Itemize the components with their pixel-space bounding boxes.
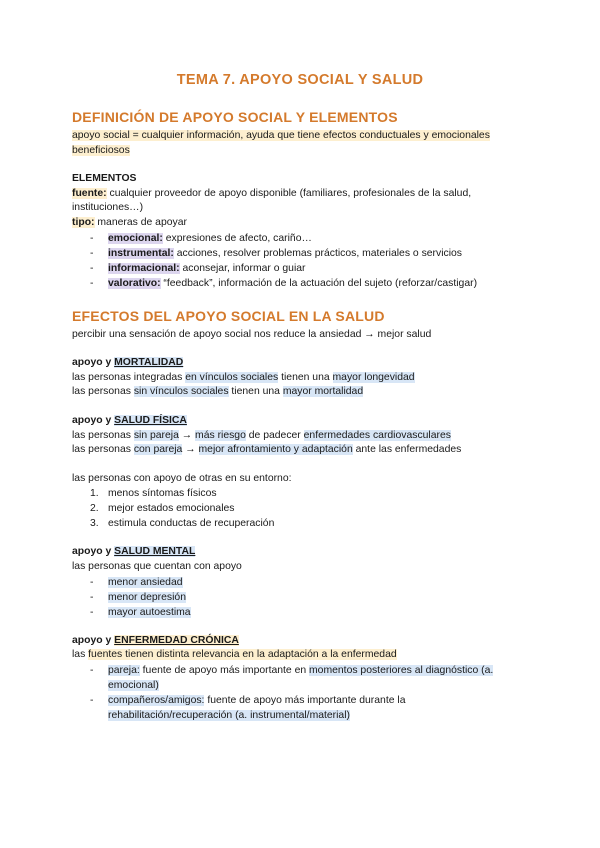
subheading-topic: SALUD FÍSICA [114,414,187,426]
list-item [72,276,528,291]
salud-mental-list [72,575,528,620]
subheading-prefix: apoyo y [72,357,115,369]
subheading-enfermedad-cronica [72,634,528,649]
list-item [72,261,528,276]
list-item-label: pareja: [108,664,140,676]
list-item [72,575,528,590]
highlight-run: mejor afrontamiento y adaptación [198,444,353,456]
document-title: TEMA 7. APOYO SOCIAL Y SALUD [176,72,424,88]
list-item [72,516,528,531]
subheading-mortalidad [72,356,528,371]
tipo-item-text: expresiones de afecto, cariño… [162,232,312,244]
list-item-text: menor depresión [108,591,186,603]
list-number: 2. [90,503,99,515]
subheading-topic: ENFERMEDAD CRÓNICA [114,634,239,646]
tipo-line [72,216,528,231]
list-item [72,231,528,246]
highlight-run: rehabilitación/recuperación (a. instrumental/material) [108,709,350,721]
text-run: tienen una [278,371,333,383]
fuente-text: cualquier proveedor de apoyo disponible (familiares, profesionales de la salud, instituciones…) [72,187,472,214]
list-item [72,693,528,723]
cronica-list [72,663,528,723]
tipos-list [72,231,528,291]
list-item-label: compañeros/amigos: [108,694,205,706]
list-item-text: menos síntomas físicos [108,488,217,500]
salud-mental-intro: las personas que cuentan con apoyo [72,560,242,572]
section-heading-definicion: DEFINICIÓN DE APOYO SOCIAL Y ELEMENTOS [72,109,398,125]
subheading-prefix: apoyo y [72,414,115,426]
dash-bullet: - [90,247,94,259]
dash-bullet: - [90,576,94,588]
highlight-run: con pareja [133,444,183,456]
tipo-item-text: aconsejar, informar o guiar [179,262,306,274]
list-number: 3. [90,518,99,530]
text-run: fuente de apoyo más importante durante la [204,694,406,706]
list-item [72,605,528,620]
mortalidad-line-1 [72,371,528,386]
text-run: las personas [72,386,134,398]
text-run: ante las enfermedades [352,444,462,456]
tipo-label: tipo: [72,216,95,228]
dash-bullet: - [90,277,94,289]
tipo-item-label: emocional: [108,232,163,244]
cronica-line-1 [72,648,528,663]
list-number: 1. [90,488,99,500]
highlight-run: mayor longevidad [332,371,415,383]
dash-bullet: - [90,664,94,676]
highlight-run: momentos posteriores al diagnóstico (a. emocional) [108,664,494,691]
salud-fisica-line-1 [72,429,528,444]
text-run: las [72,649,89,661]
definition-paragraph [72,129,528,158]
highlight-run: mayor mortalidad [282,386,364,398]
text-run: las personas [72,429,134,441]
tipo-item-text: “feedback”, información de la actuación del sujeto (reforzar/castigar) [160,277,478,289]
tipo-item-label: instrumental: [108,247,174,259]
definition-text: apoyo social = cualquier información, ayuda que tiene efectos conductuales y emocionales beneficiosos [72,130,490,156]
subheading-prefix: apoyo y [72,546,115,558]
salud-fisica-line-2 [72,443,528,458]
fuente-label: fuente: [72,187,107,199]
subheading-salud-mental [72,545,528,560]
efectos-intro: percibir una sensación de apoyo social nos reduce la ansiedad → mejor salud [72,328,432,340]
section-heading-efectos: EFECTOS DEL APOYO SOCIAL EN LA SALUD [72,307,385,324]
highlight-run: sin pareja [133,429,179,441]
dash-bullet: - [90,232,94,244]
subheading-topic: MORTALIDAD [114,357,184,369]
tipo-text: maneras de apoyar [94,216,187,228]
list-item [72,486,528,501]
entorno-intro: las personas con apoyo de otras en su entorno: [72,472,292,484]
mortalidad-line-2 [72,385,528,400]
subheading-salud-fisica [72,414,528,429]
list-item [72,246,528,261]
highlight-run: más riesgo [195,429,246,441]
list-item [72,501,528,516]
dash-bullet: - [90,606,94,618]
list-item-text: estimula conductas de recuperación [108,518,275,530]
text-run: tienen una [228,386,283,398]
list-item [72,590,528,605]
elementos-heading: ELEMENTOS [72,173,137,185]
fuente-line [72,187,528,216]
tipo-item-label: valorativo: [108,277,161,289]
text-run: → [182,444,199,456]
highlight-run: enfermedades cardiovasculares [303,429,451,441]
subheading-prefix: apoyo y [72,634,115,646]
text-run: de padecer [245,429,304,441]
list-item-text: mejor estados emocionales [108,503,235,515]
list-item-text: menor ansiedad [108,576,183,588]
text-run: fuente de apoyo más importante en [139,664,310,676]
list-item [72,663,528,693]
text-run: las personas [72,444,134,456]
highlight-run: sin vínculos sociales [133,386,229,398]
highlight-run: fuentes tienen distinta relevancia en la adaptación a la enfermedad [88,649,397,661]
tipo-item-label: informacional: [108,262,180,274]
dash-bullet: - [90,591,94,603]
text-run: → [178,429,196,441]
entorno-list [72,486,528,531]
tipo-item-text: acciones, resolver problemas prácticos, materiales o servicios [173,247,462,259]
dash-bullet: - [90,262,94,274]
list-item-text: mayor autoestima [108,606,191,618]
subheading-topic: SALUD MENTAL [114,546,196,558]
highlight-run: en vínculos sociales [185,371,279,383]
text-run: las personas integradas [72,371,186,383]
dash-bullet: - [90,694,94,706]
